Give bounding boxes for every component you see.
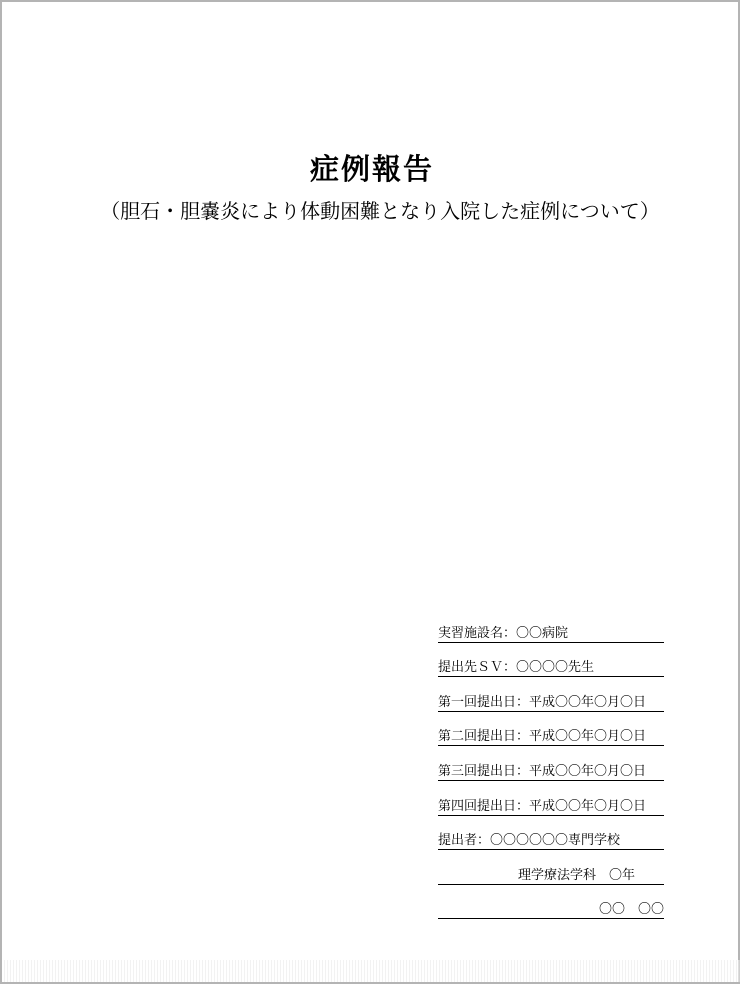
underline	[438, 849, 664, 850]
info-row-name	[438, 889, 664, 924]
underline	[438, 815, 664, 816]
submit-date-4-text: 第四回提出日：平成〇〇年〇月〇日	[438, 798, 647, 814]
underline	[438, 642, 664, 643]
info-row-submit2	[438, 716, 664, 751]
underline	[438, 780, 664, 781]
info-row-submit1	[438, 681, 664, 716]
document-subtitle: （胆石・胆嚢炎により体動困難となり入院した症例について）	[100, 199, 660, 223]
document-title: 症例報告	[309, 152, 434, 186]
info-row-submitter	[438, 820, 664, 855]
supervisor-text: 提出先ＳＶ：〇〇〇〇先生	[438, 660, 595, 676]
facility-text: 実習施設名：〇〇病院	[438, 625, 569, 641]
submit-date-2-text: 第二回提出日：平成〇〇年〇月〇日	[438, 729, 647, 745]
info-row-supervisor	[438, 647, 664, 682]
info-row-submit4	[438, 785, 664, 820]
underline	[438, 918, 664, 919]
page-bottom-shade	[2, 960, 740, 982]
underline	[438, 884, 664, 885]
submitter-text: 提出者：〇〇〇〇〇〇専門学校	[438, 833, 621, 849]
submission-info-block	[438, 612, 664, 923]
info-row-facility	[438, 612, 664, 647]
info-row-submit3	[438, 750, 664, 785]
underline	[438, 745, 664, 746]
info-row-department	[438, 854, 664, 889]
submit-date-3-text: 第三回提出日：平成〇〇年〇月〇日	[438, 763, 647, 779]
underline	[438, 676, 664, 677]
underline	[438, 711, 664, 712]
name-text: 〇〇 〇〇	[598, 902, 664, 918]
submit-date-1-text: 第一回提出日：平成〇〇年〇月〇日	[438, 694, 647, 710]
department-text: 理学療法学科 〇年	[518, 867, 636, 883]
